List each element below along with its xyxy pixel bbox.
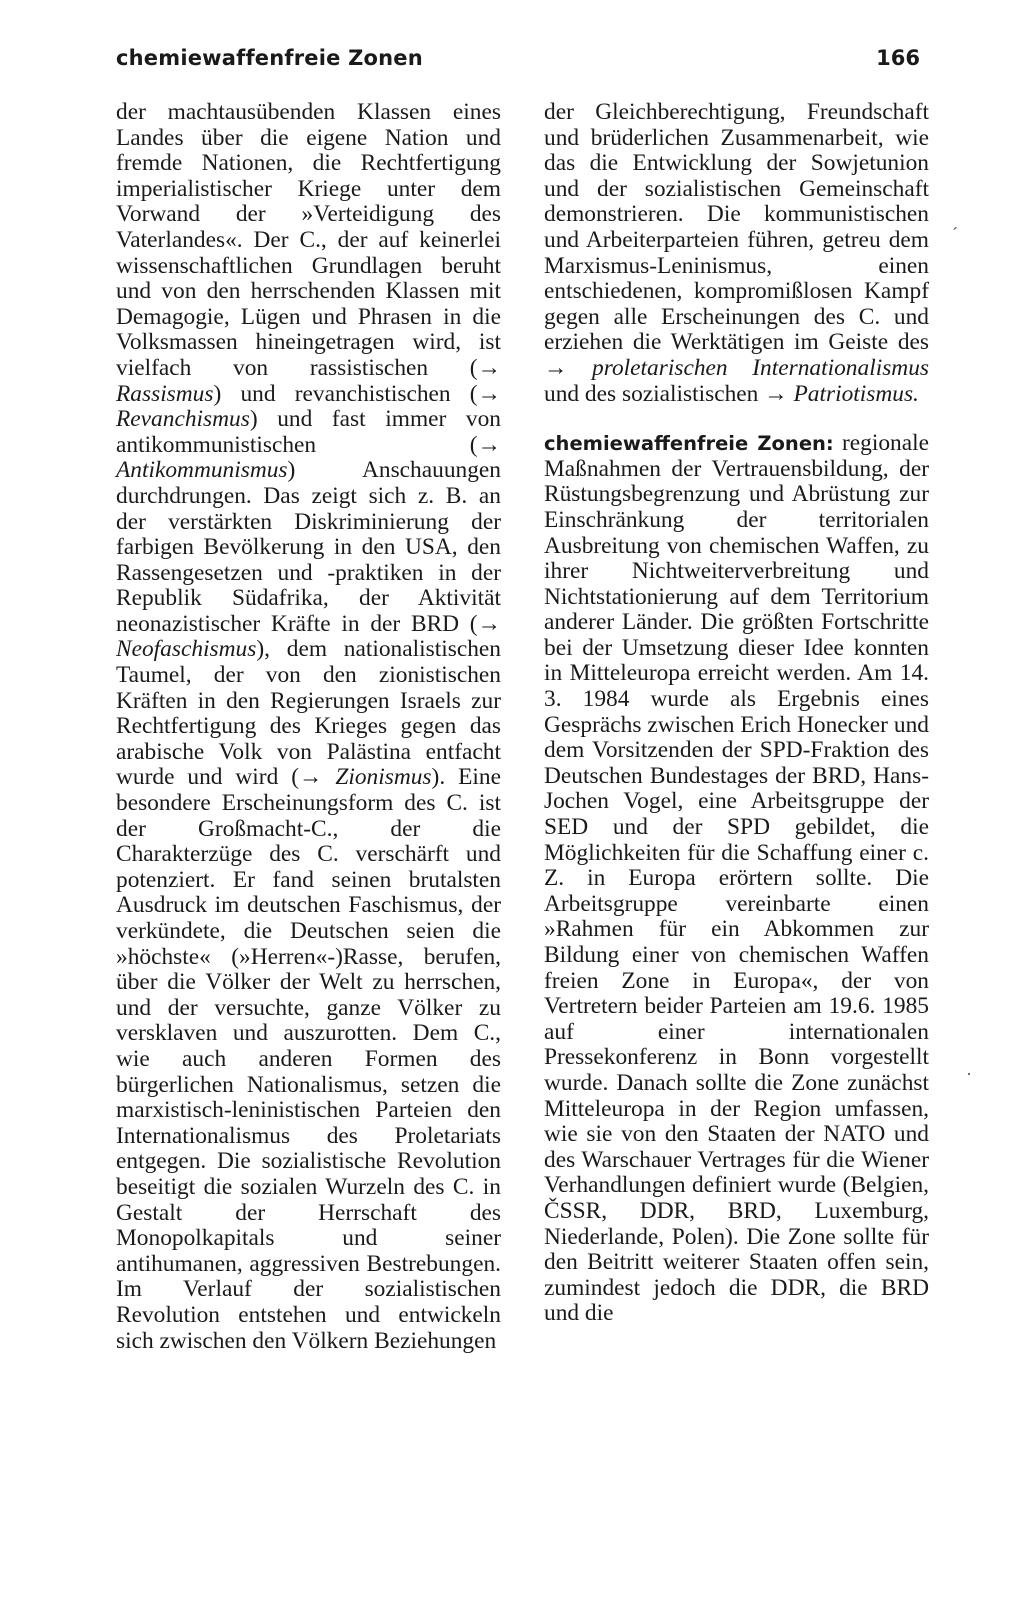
margin-speck: ´ — [952, 224, 958, 244]
right-column-paragraph — [544, 100, 929, 407]
cross-reference-arrow: → — [477, 380, 501, 407]
cross-reference: Zionismus — [335, 764, 432, 791]
cross-reference-arrow: → — [477, 354, 501, 381]
body-text: der Gleichberechtigung, Freundschaft und brüderlichen Zusammenarbeit, wie das die Entwicklung der Sowjetunion und der sozialistischen Gemeinschaft demonstrieren. Die kommunistischen und Arbeiterparteien führen, getreu dem Marxismus-Leninismus, einen entschiedenen, kompromißlosen Kampf gegen alle Erscheinungen des C. und erziehen die Werktätigen im Geiste des — [544, 99, 929, 356]
cross-reference-arrow: → — [764, 380, 794, 407]
body-text: ), dem nationalistischen Taumel, der von den zionistischen Kräften in den Regierungen Israels zur Rechtfertigung des Krieges gegen das arabische Volk von Palästina entfacht wurde und wird ( — [116, 636, 501, 791]
left-column — [116, 100, 501, 1354]
cross-reference-arrow: → — [477, 431, 501, 458]
running-head-title: chemiewaffenfreie Zonen — [116, 46, 423, 70]
page-number: 166 — [876, 46, 920, 70]
cross-reference: proletarischen Internationalismus — [592, 354, 929, 381]
body-text: ) Anschauungen durchdrungen. Das zeigt sich z. B. an der verstärkten Diskriminierung der farbigen Bevölkerung in den USA, den Rassengesetzen und -praktiken in der Republik Südafrika, der Aktivität neonazistischer Kräfte in der BRD ( — [116, 457, 501, 637]
cross-reference-arrow: → — [544, 354, 593, 381]
body-text: der machtausübenden Klassen eines Landes über die eigene Nation und fremde Nationen, die Rechtfertigung imperialistischer Kriege unter dem Vorwand der »Verteidigung des Vaterlandes«. Der C., der auf keinerlei wissenschaftlichen Grundlagen beruht und von den herrschenden Klassen mit Demagogie, Lügen und Phrasen in die Volksmassen hineingetragen wird, ist vielfach von rassistischen ( — [116, 99, 501, 381]
cross-reference-arrow: → — [299, 764, 336, 791]
cross-reference: Revanchismus — [116, 406, 250, 433]
cross-reference: Antikommunismus — [116, 457, 288, 484]
left-column-paragraph — [116, 100, 501, 1354]
dictionary-entry — [544, 431, 929, 1327]
margin-speck: · — [966, 1064, 972, 1084]
right-column — [544, 100, 929, 1327]
body-text: und des sozialistischen — [544, 380, 765, 407]
cross-reference: Rassismus — [116, 380, 214, 407]
cross-reference-arrow: → — [477, 610, 501, 637]
body-text: ) und fast immer von antikommunistischen ( — [116, 406, 501, 458]
entry-lemma: chemiewaffenfreie Zonen: — [544, 432, 834, 456]
entry-body: regionale Maßnahmen der Vertrauensbildung, der Rüstungsbegrenzung und Abrüstung zur Einschränkung der territorialen Ausbreitung von chemischen Waffen, zu ihrer Nichtweiterverbreitung und Nichtstationierung auf dem Territorium anderer Länder. Die größten Fortschritte bei der Umsetzung dieser Idee konnten in Mitteleuropa erreicht werden. Am 14. 3. 1984 wurde als Ergebnis eines Gesprächs zwischen Erich Honecker und dem Vorsitzenden der SPD-Fraktion des Deutschen Bundestages der BRD, Hans-Jochen Vogel, eine Arbeitsgruppe der SED und der SPD gebildet, die Möglichkeiten für die Schaffung einer c. Z. in Europa erörtern sollte. Die Arbeitsgruppe vereinbarte einen »Rahmen für ein Abkommen zur Bildung einer von chemischen Waffen freien Zone in Europa«, der von Vertretern beider Parteien am 19.6. 1985 auf einer internationalen Pressekonferenz in Bonn vorgestellt wurde. Danach sollte die Zone zunächst Mitteleuropa in der Region umfassen, wie sie von den Staaten der NATO und des Warschauer Vertrages für die Wiener Verhandlungen definiert wurde (Belgien, ČSSR, DDR, BRD, Luxemburg, Niederlande, Polen). Die Zone sollte für den Beitritt weiterer Staaten offen sein, zumindest jedoch die DDR, die BRD und die — [544, 430, 929, 1327]
body-text: ) und revanchistischen ( — [213, 380, 478, 407]
cross-reference: Patriotismus. — [793, 380, 919, 407]
body-text: ). Eine besondere Erscheinungsform des C. ist der Großmacht-C., der die Charakterzüge des C. verschärft und potenziert. Er fand seinen brutalsten Ausdruck im deutschen Faschismus, der verkündete, die Deutschen seien die »höchste« (»Herren«-)Rasse, berufen, über die Völker der Welt zu herrschen, und der versuchte, ganze Völker zu versklaven und auszurotten. Dem C., wie auch anderen Formen des bürgerlichen Nationalismus, setzen die marxistisch-leninistischen Parteien den Internationalismus des Proletariats entgegen. Die sozialistische Revolution beseitigt die sozialen Wurzeln des C. in Gestalt der Herrschaft des Monopolkapitals und seiner antihumanen, aggressiven Bestrebungen. Im Verlauf der sozialistischen Revolution entstehen und entwickeln sich zwischen den Völkern Beziehungen — [116, 764, 501, 1354]
cross-reference: Neofaschismus — [116, 636, 257, 663]
